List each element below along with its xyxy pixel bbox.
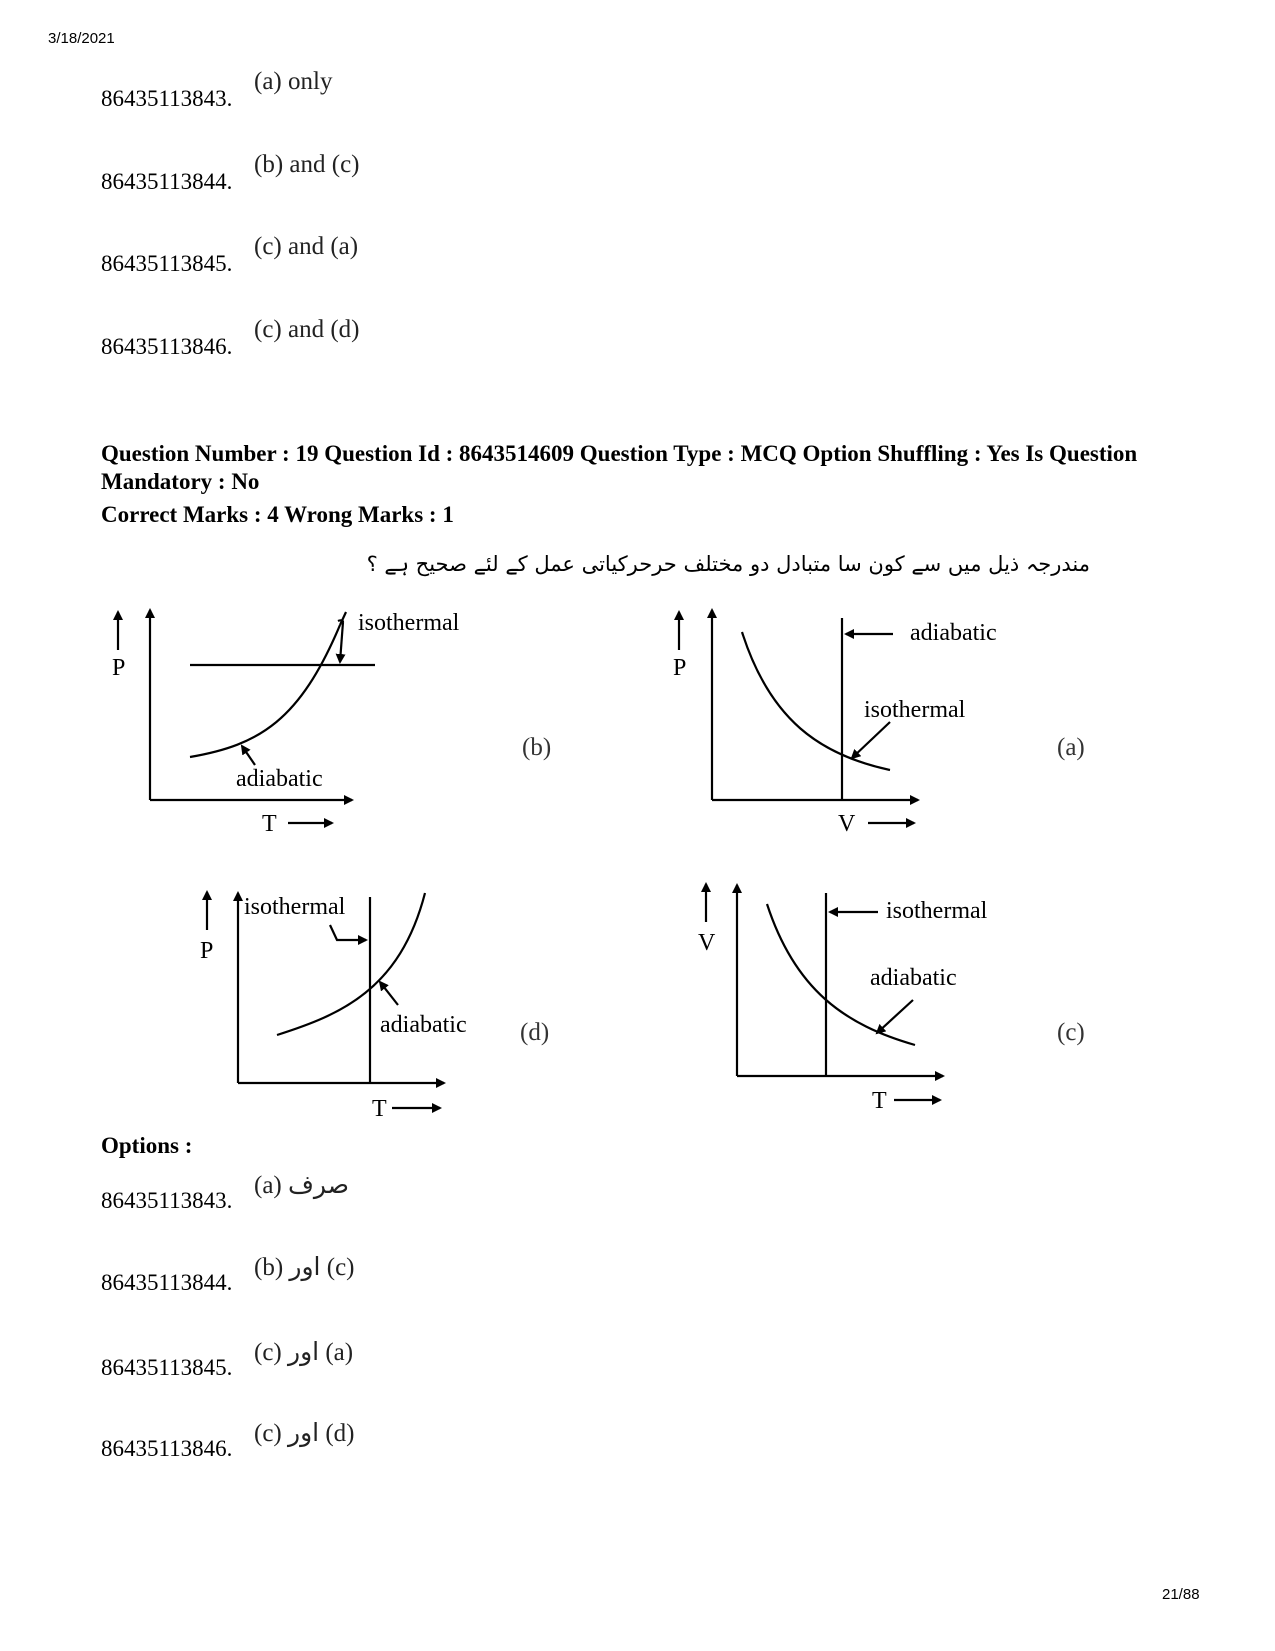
isothermal-pointer bbox=[852, 722, 890, 758]
graph-c-x-label: T bbox=[872, 1088, 887, 1114]
question-header: Question Number : 19 Question Id : 8643514609 Question Type : MCQ Option Shuffling : Yes Is Question Mandatory : No bbox=[101, 441, 1138, 494]
option-id: 86435113846. bbox=[101, 1436, 233, 1461]
graph-d-panel-label: (d) bbox=[520, 1019, 550, 1046]
isothermal-pointer bbox=[340, 622, 343, 662]
option-text: (c) اور (a) bbox=[254, 1339, 354, 1366]
page-number: 21/88 bbox=[1162, 1586, 1200, 1603]
graph-d-label-isothermal: isothermal bbox=[244, 894, 346, 920]
option-text: (a) only bbox=[254, 68, 333, 95]
option-id: 86435113845. bbox=[101, 1355, 233, 1380]
graph-b-x-label: T bbox=[262, 811, 277, 837]
option-id: 86435113843. bbox=[101, 1188, 233, 1213]
graph-a-label-isothermal: isothermal bbox=[864, 697, 966, 723]
graph-a-x-label: V bbox=[838, 811, 856, 837]
graph-b-panel-label: (b) bbox=[522, 734, 552, 761]
option-text: (c) and (a) bbox=[254, 233, 359, 260]
graph-c-y-label: V bbox=[698, 930, 716, 956]
graph-c-label-adiabatic: adiabatic bbox=[870, 965, 957, 991]
graph-a-panel-label: (a) bbox=[1057, 734, 1085, 761]
option-id: 86435113844. bbox=[101, 169, 233, 194]
adiabatic-pointer bbox=[242, 746, 255, 765]
option-id: 86435113843. bbox=[101, 86, 233, 111]
option-id: 86435113845. bbox=[101, 251, 233, 276]
graph-b-label-adiabatic: adiabatic bbox=[236, 766, 323, 792]
isothermal-pointer bbox=[330, 925, 366, 940]
graph-b-label-isothermal: isothermal bbox=[358, 610, 460, 636]
option-text: (b) اور (c) bbox=[254, 1254, 355, 1281]
adiabatic-curve bbox=[190, 625, 340, 757]
adiabatic-pointer bbox=[380, 982, 398, 1005]
graph-a-y-label: P bbox=[673, 655, 687, 681]
graph-d-label-adiabatic: adiabatic bbox=[380, 1012, 467, 1038]
graph-a-label-adiabatic: adiabatic bbox=[910, 620, 997, 646]
option-id: 86435113844. bbox=[101, 1270, 233, 1295]
adiabatic-pointer bbox=[877, 1000, 913, 1033]
option-id: 86435113846. bbox=[101, 334, 233, 359]
graph-d bbox=[207, 892, 444, 1108]
options-label: Options : bbox=[101, 1133, 193, 1158]
graph-b-y-label: P bbox=[112, 655, 126, 681]
graph-d-x-label: T bbox=[372, 1096, 387, 1122]
graph-d-y-label: P bbox=[200, 938, 214, 964]
option-text: (a) صرف bbox=[254, 1172, 349, 1199]
question-marks: Correct Marks : 4 Wrong Marks : 1 bbox=[101, 502, 454, 527]
print-date: 3/18/2021 bbox=[48, 30, 115, 47]
graph-c-panel-label: (c) bbox=[1057, 1019, 1085, 1046]
option-text: (c) and (d) bbox=[254, 316, 360, 343]
graph-c-label-isothermal: isothermal bbox=[886, 898, 988, 924]
option-text: (c) اور (d) bbox=[254, 1420, 355, 1447]
question-text-urdu: مندرجہ ذیل میں سے کون سا متبادل دو مختلف حرحرکیاتی عمل کے لئے صحیح ہے ؟ bbox=[366, 552, 1090, 576]
option-text: (b) and (c) bbox=[254, 151, 360, 178]
